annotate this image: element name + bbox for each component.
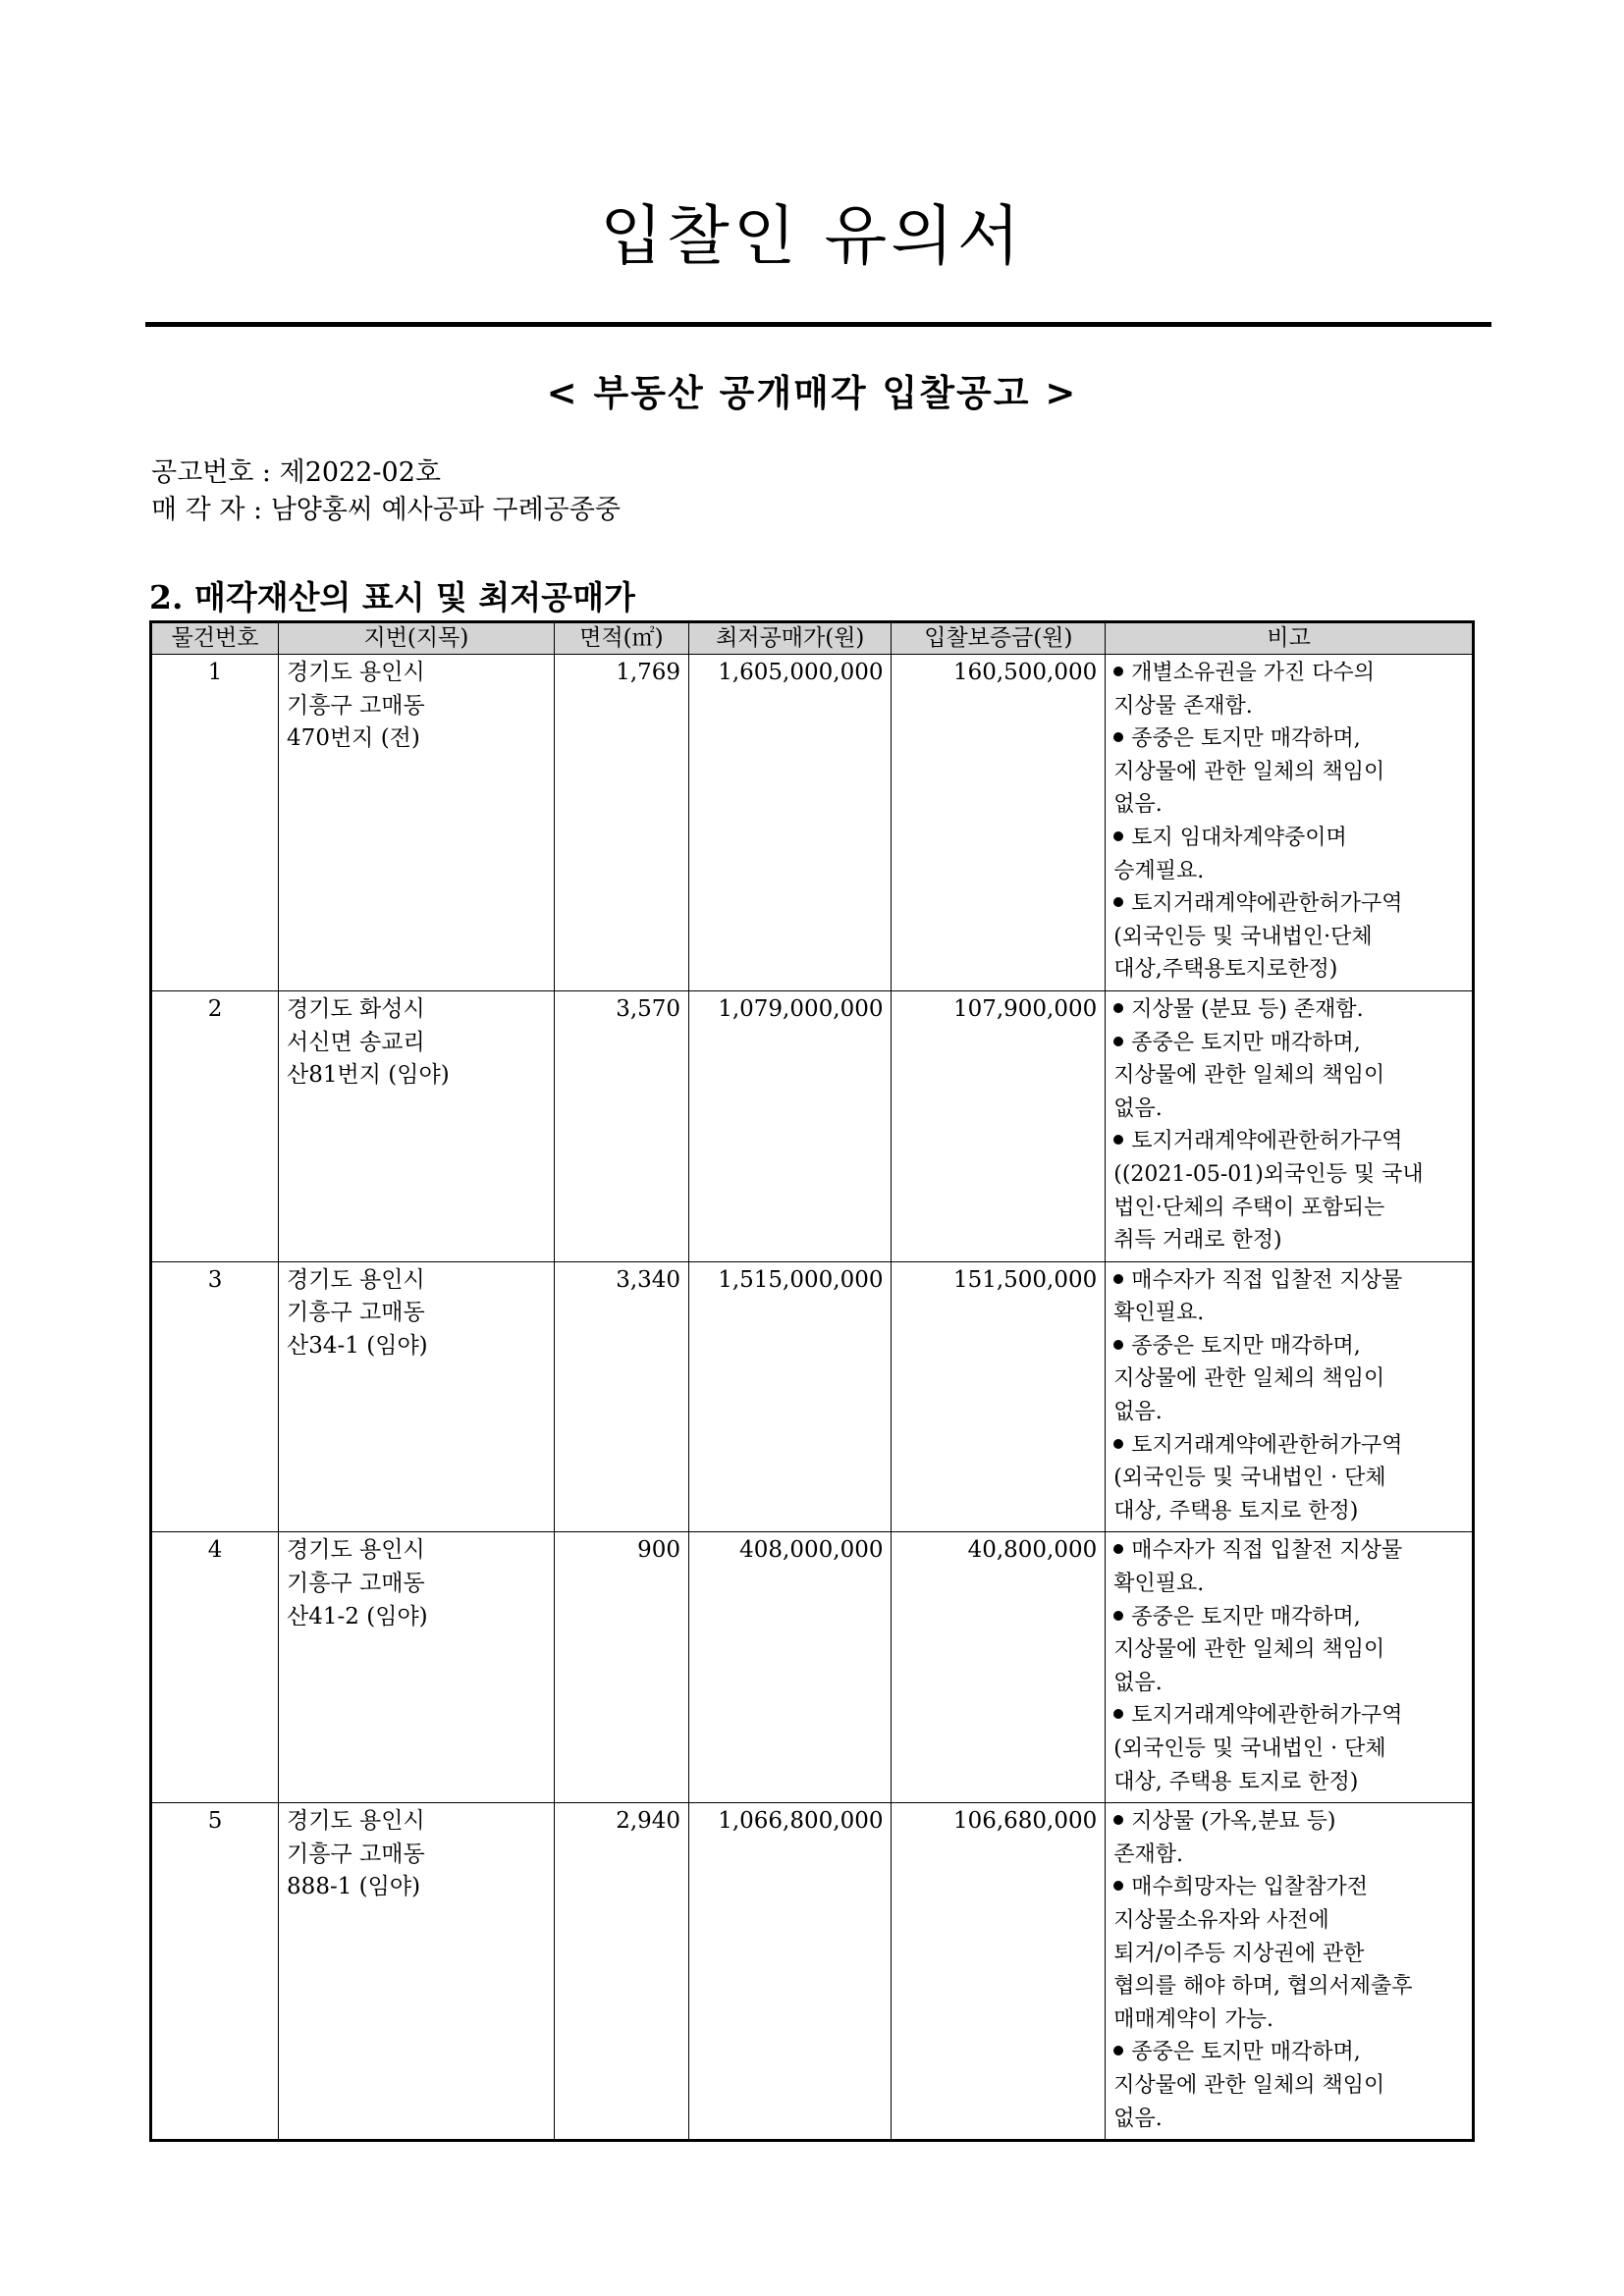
remark-text: 없음. xyxy=(1113,1400,1163,1425)
remark-line xyxy=(1113,1568,1464,1601)
cell-item-no: 2 xyxy=(151,990,279,1261)
remark-line xyxy=(1113,1362,1464,1396)
cell-deposit: 106,680,000 xyxy=(892,1803,1106,2141)
bullet-icon xyxy=(1113,1544,1123,1554)
notice-number-label: 공고번호 : xyxy=(151,457,272,488)
cell-area: 3,340 xyxy=(554,1261,688,1532)
lot-line: 산34-1 (임야) xyxy=(287,1332,428,1359)
header-lot: 지번(지목) xyxy=(279,622,555,655)
remark-line xyxy=(1113,1264,1464,1298)
bullet-icon xyxy=(1113,1003,1123,1013)
cell-deposit: 40,800,000 xyxy=(892,1532,1106,1803)
cell-min-price: 1,066,800,000 xyxy=(689,1803,892,2141)
remark-line xyxy=(1113,1297,1464,1330)
remark-text: 토지 임대차계약중이며 xyxy=(1131,825,1347,850)
remark-text: 종중은 토지만 매각하며, xyxy=(1131,1333,1361,1359)
remark-text: 지상물 존재함. xyxy=(1113,693,1253,719)
remark-line xyxy=(1113,855,1464,888)
remark-line xyxy=(1113,1805,1464,1839)
remark-text: (외국인등 및 국내법인·단체 xyxy=(1113,924,1373,949)
notice-subtitle: < 부동산 공개매각 입찰공고 > xyxy=(546,371,1078,414)
lot-line: 기흥구 고매동 xyxy=(287,1571,425,1597)
remark-text: 개별소유권을 가진 다수의 xyxy=(1131,661,1376,685)
cell-remarks xyxy=(1106,1261,1474,1532)
table-row xyxy=(151,990,1474,1261)
cell-remarks xyxy=(1106,655,1474,991)
remark-text: 토지거래계약에관한허가구역 xyxy=(1131,1129,1403,1154)
cell-lot xyxy=(279,990,555,1261)
remark-text: 매수자가 직접 입찰전 지상물 xyxy=(1131,1267,1403,1293)
remark-text: 법인·단체의 주택이 포함되는 xyxy=(1113,1195,1385,1220)
remark-line xyxy=(1113,1125,1464,1158)
remark-line xyxy=(1113,1330,1464,1363)
cell-area: 2,940 xyxy=(554,1803,688,2141)
cell-area: 3,570 xyxy=(554,990,688,1261)
lot-line: 470번지 (전) xyxy=(287,725,420,752)
seller-line xyxy=(151,493,621,528)
remark-text: 대상,주택용토지로한정) xyxy=(1113,957,1338,983)
remark-text: 지상물에 관한 일체의 책임이 xyxy=(1113,1063,1385,1089)
lot-line: 888-1 (임야) xyxy=(287,1874,421,1900)
remark-line xyxy=(1113,1027,1464,1060)
lot-line: 경기도 용인시 xyxy=(287,1808,425,1835)
remark-line xyxy=(1113,1192,1464,1225)
lot-line: 산81번지 (임야) xyxy=(287,1062,450,1089)
remark-text: 퇴거/이주등 지상권에 관한 xyxy=(1113,1941,1365,1966)
table-row xyxy=(151,1261,1474,1532)
remark-line xyxy=(1113,1396,1464,1429)
remark-text: ((2021-05-01)외국인등 및 국내 xyxy=(1113,1161,1424,1187)
remark-text: (외국인등 및 국내법인 · 단체 xyxy=(1113,1736,1386,1761)
header-item-no: 물건번호 xyxy=(151,622,279,655)
remark-text: 종중은 토지만 매각하며, xyxy=(1131,726,1361,752)
cell-min-price: 1,605,000,000 xyxy=(689,655,892,991)
cell-remarks xyxy=(1106,1803,1474,2141)
cell-deposit: 160,500,000 xyxy=(892,655,1106,991)
remark-text: 대상, 주택용 토지로 한정) xyxy=(1113,1769,1359,1794)
remark-line xyxy=(1113,1633,1464,1667)
remark-line xyxy=(1113,1462,1464,1495)
remark-line xyxy=(1113,2036,1464,2069)
lot-line: 서신면 송교리 xyxy=(287,1029,425,1055)
remark-text: 지상물에 관한 일체의 책임이 xyxy=(1113,2072,1385,2098)
bullet-icon xyxy=(1113,831,1123,841)
table-row xyxy=(151,655,1474,991)
cell-deposit: 151,500,000 xyxy=(892,1261,1106,1532)
remark-line xyxy=(1113,1158,1464,1192)
bullet-icon xyxy=(1113,1340,1123,1350)
remark-text: 협의를 해야 하며, 협의서제출후 xyxy=(1113,1974,1413,2000)
lot-line: 경기도 용인시 xyxy=(287,660,425,685)
remark-line xyxy=(1113,1534,1464,1568)
bullet-icon xyxy=(1113,1815,1123,1825)
cell-lot xyxy=(279,1261,555,1532)
cell-remarks xyxy=(1106,1532,1474,1803)
remark-text: 없음. xyxy=(1113,792,1163,818)
cell-min-price: 408,000,000 xyxy=(689,1532,892,1803)
bullet-icon xyxy=(1113,1274,1123,1284)
bullet-icon xyxy=(1113,1881,1123,1891)
remark-line xyxy=(1113,1733,1464,1766)
bullet-icon xyxy=(1113,1037,1123,1046)
remark-line xyxy=(1113,953,1464,987)
remark-text: 확인필요. xyxy=(1113,1572,1205,1597)
remark-line xyxy=(1113,1871,1464,1904)
bullet-icon xyxy=(1113,667,1123,676)
bullet-icon xyxy=(1113,1439,1123,1449)
remark-line xyxy=(1113,1766,1464,1799)
bullet-icon xyxy=(1113,897,1123,907)
remark-line xyxy=(1113,722,1464,756)
remark-text: 확인필요. xyxy=(1113,1301,1205,1326)
remark-text: 지상물에 관한 일체의 책임이 xyxy=(1113,1366,1385,1392)
notice-number-line xyxy=(151,455,441,491)
cell-item-no: 3 xyxy=(151,1261,279,1532)
remark-text: 없음. xyxy=(1113,1670,1163,1695)
remark-text: 종중은 토지만 매각하며, xyxy=(1131,1030,1361,1055)
cell-min-price: 1,515,000,000 xyxy=(689,1261,892,1532)
table-row xyxy=(151,1803,1474,2141)
remark-text: 존재함. xyxy=(1113,1842,1184,1867)
remark-line xyxy=(1113,2069,1464,2103)
remark-text: 토지거래계약에관한허가구역 xyxy=(1131,891,1403,917)
lot-line: 경기도 화성시 xyxy=(287,995,425,1022)
remark-line xyxy=(1113,2103,1464,2136)
remark-line xyxy=(1113,1429,1464,1463)
cell-remarks xyxy=(1106,990,1474,1261)
remark-line xyxy=(1113,1839,1464,1872)
cell-lot xyxy=(279,655,555,991)
lot-line: 기흥구 고매동 xyxy=(287,1300,425,1326)
document-title: 입찰인 유의서 xyxy=(600,198,1024,274)
remark-line xyxy=(1113,1699,1464,1733)
lot-line: 기흥구 고매동 xyxy=(287,692,425,719)
bullet-icon xyxy=(1113,1135,1123,1145)
cell-item-no: 4 xyxy=(151,1532,279,1803)
header-area: 면적(㎡) xyxy=(554,622,688,655)
remark-line xyxy=(1113,822,1464,855)
cell-item-no: 1 xyxy=(151,655,279,991)
remark-text: 없음. xyxy=(1113,1095,1163,1121)
remark-text: 지상물에 관한 일체의 책임이 xyxy=(1113,759,1385,784)
remark-line xyxy=(1113,1093,1464,1126)
remark-line xyxy=(1113,756,1464,789)
remark-line xyxy=(1113,993,1464,1027)
cell-area: 1,769 xyxy=(554,655,688,991)
remark-text: 없음. xyxy=(1113,2106,1163,2131)
title-divider xyxy=(145,322,1491,327)
remark-line xyxy=(1113,1059,1464,1093)
lot-line: 산41-2 (임야) xyxy=(287,1603,428,1629)
remark-line xyxy=(1113,921,1464,954)
remark-text: 종중은 토지만 매각하며, xyxy=(1131,2040,1361,2065)
remark-text: 매수자가 직접 입찰전 지상물 xyxy=(1131,1538,1403,1564)
remark-line xyxy=(1113,1224,1464,1257)
lot-line: 경기도 용인시 xyxy=(287,1266,425,1293)
cell-lot xyxy=(279,1803,555,2141)
table-header-row xyxy=(151,622,1474,655)
remark-line xyxy=(1113,1970,1464,2003)
remark-text: 토지거래계약에관한허가구역 xyxy=(1131,1432,1403,1458)
bullet-icon xyxy=(1113,1709,1123,1719)
bullet-icon xyxy=(1113,732,1123,742)
remark-text: 지상물소유자와 사전에 xyxy=(1113,1907,1329,1933)
remark-line xyxy=(1113,690,1464,723)
remark-line xyxy=(1113,1667,1464,1700)
remark-text: 지상물에 관한 일체의 책임이 xyxy=(1113,1637,1385,1663)
remark-text: 취득 거래로 한정) xyxy=(1113,1228,1282,1254)
header-min-price: 최저공매가(원) xyxy=(689,622,892,655)
remark-line xyxy=(1113,2003,1464,2037)
cell-area: 900 xyxy=(554,1532,688,1803)
remark-text: 토지거래계약에관한허가구역 xyxy=(1131,1703,1403,1729)
remark-line xyxy=(1113,1938,1464,1971)
remark-text: 종중은 토지만 매각하며, xyxy=(1131,1604,1361,1629)
lot-line: 기흥구 고매동 xyxy=(287,1841,425,1867)
remark-line xyxy=(1113,657,1464,690)
remark-line xyxy=(1113,1495,1464,1528)
section-heading: 2. 매각재산의 표시 및 최저공매가 xyxy=(149,578,635,616)
remark-text: (외국인등 및 국내법인 · 단체 xyxy=(1113,1466,1386,1491)
remark-line xyxy=(1113,887,1464,921)
remark-text: 매매계약이 가능. xyxy=(1113,2006,1274,2032)
bullet-icon xyxy=(1113,2046,1123,2056)
remark-text: 대상, 주택용 토지로 한정) xyxy=(1113,1498,1359,1523)
table-row xyxy=(151,1532,1474,1803)
bullet-icon xyxy=(1113,1611,1123,1621)
cell-item-no: 5 xyxy=(151,1803,279,2141)
seller-value: 남양홍씨 예사공파 구례공종중 xyxy=(270,495,621,525)
remark-text: 지상물 (분묘 등) 존재함. xyxy=(1131,996,1364,1022)
lot-line: 경기도 용인시 xyxy=(287,1537,425,1564)
cell-min-price: 1,079,000,000 xyxy=(689,990,892,1261)
parcel-table xyxy=(149,620,1475,2142)
table-body xyxy=(151,655,1474,2141)
remark-text: 지상물 (가옥,분묘 등) xyxy=(1131,1809,1336,1835)
notice-number-value: 제2022-02호 xyxy=(279,457,441,488)
remark-line xyxy=(1113,1904,1464,1938)
cell-lot xyxy=(279,1532,555,1803)
remark-text: 매수희망자는 입찰참가전 xyxy=(1131,1875,1369,1900)
seller-label: 매 각 자 : xyxy=(151,495,263,525)
header-remarks: 비고 xyxy=(1106,622,1474,655)
header-deposit: 입찰보증금(원) xyxy=(892,622,1106,655)
remark-line xyxy=(1113,788,1464,822)
cell-deposit: 107,900,000 xyxy=(892,990,1106,1261)
remark-line xyxy=(1113,1601,1464,1634)
remark-text: 승계필요. xyxy=(1113,858,1205,883)
